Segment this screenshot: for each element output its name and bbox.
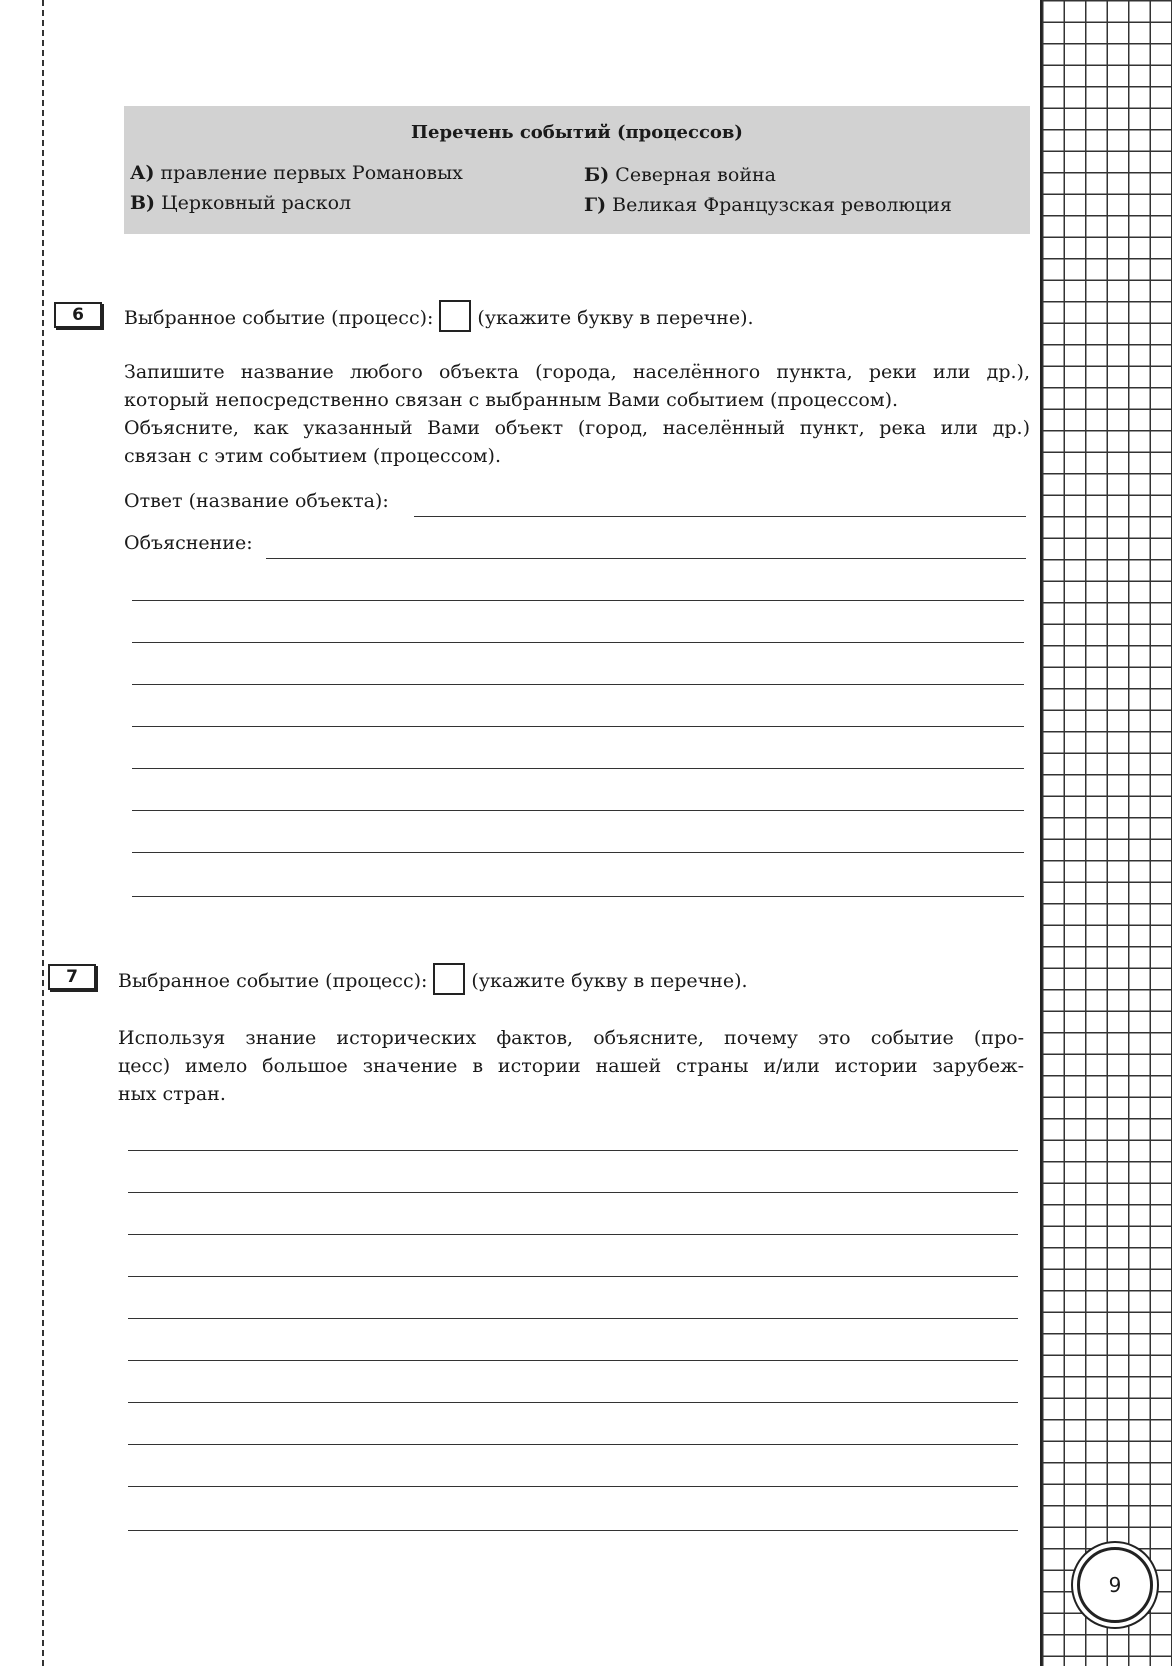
task-6-explanation-label: Объяснение: [124,532,253,554]
task-6-writing-line[interactable] [132,600,1024,601]
task-6-paragraph-line: который непосредственно связан с выбранным Вами событием (процессом). [124,389,899,411]
event-item-g [584,194,952,216]
task-7-writing-line[interactable] [128,1486,1018,1487]
task-7-selected-label: Выбранное событие (процесс): [118,970,428,992]
task-7-writing-line[interactable] [128,1444,1018,1445]
task-6-answer-line[interactable] [414,516,1026,517]
task-6-writing-line[interactable] [132,810,1024,811]
task-7-number: 7 [48,964,96,990]
task-7-selected-line [118,966,748,998]
event-item-b [584,164,776,186]
event-item-v [130,192,351,214]
task-7-writing-line[interactable] [128,1318,1018,1319]
task-6-paragraph-line: связан с этим событием (процессом). [124,445,502,467]
task-6-writing-line[interactable] [132,896,1024,897]
event-text: Церковный раскол [161,192,352,214]
task-7-writing-line[interactable] [128,1402,1018,1403]
task-6-writing-line[interactable] [132,852,1024,853]
event-letter: Г) [584,194,607,216]
task-7-writing-line[interactable] [128,1150,1018,1151]
event-letter: А) [130,162,155,184]
task-6-writing-line[interactable] [132,726,1024,727]
task-6-number: 6 [54,302,102,328]
events-list-box [124,106,1030,234]
event-letter: В) [130,192,156,214]
event-letter: Б) [584,164,610,186]
task-6-paragraph [124,358,1030,470]
task-6-writing-line[interactable] [132,684,1024,685]
task-7-paragraph-line: цесс) имело большое значение в истории нашей страны и/или истории зарубеж- [118,1055,1024,1077]
task-7-writing-line[interactable] [128,1192,1018,1193]
task-6-paragraph-line: Запишите название любого объекта (города, населённого пункта, реки или др.), [124,361,1030,383]
task-6-explanation-line[interactable] [266,558,1026,559]
task-6-writing-line[interactable] [132,768,1024,769]
page-number: 9 [1077,1547,1153,1623]
event-text: Северная война [615,164,776,186]
event-text: Великая Французская революция [612,194,952,216]
task-7-writing-line[interactable] [128,1360,1018,1361]
task-7-paragraph-line: Используя знание исторических фактов, объясните, почему это событие (про- [118,1027,1024,1049]
event-text: правление первых Романовых [160,162,463,184]
event-item-a [130,162,463,184]
events-list-title: Перечень событий (процессов) [411,122,743,143]
task-7-paragraph [118,1024,1024,1108]
cut-line [42,0,44,1666]
task-7-selected-hint: (укажите букву в перечне). [471,970,748,992]
task-7-answer-box[interactable] [433,963,465,995]
task-6-answer-box[interactable] [439,300,471,332]
task-6-selected-label: Выбранное событие (процесс): [124,307,434,329]
task-7-paragraph-line: ных стран. [118,1083,226,1105]
task-6-paragraph-line: Объясните, как указанный Вами объект (город, населённый пункт, река или др.) [124,417,1030,439]
task-6-answer-label: Ответ (название объекта): [124,490,389,512]
task-6-selected-line [124,303,754,335]
task-7-writing-line[interactable] [128,1530,1018,1531]
task-6-writing-line[interactable] [132,642,1024,643]
task-6-selected-hint: (укажите букву в перечне). [477,307,754,329]
task-7-writing-line[interactable] [128,1234,1018,1235]
draft-grid [1040,0,1172,1666]
task-7-writing-line[interactable] [128,1276,1018,1277]
